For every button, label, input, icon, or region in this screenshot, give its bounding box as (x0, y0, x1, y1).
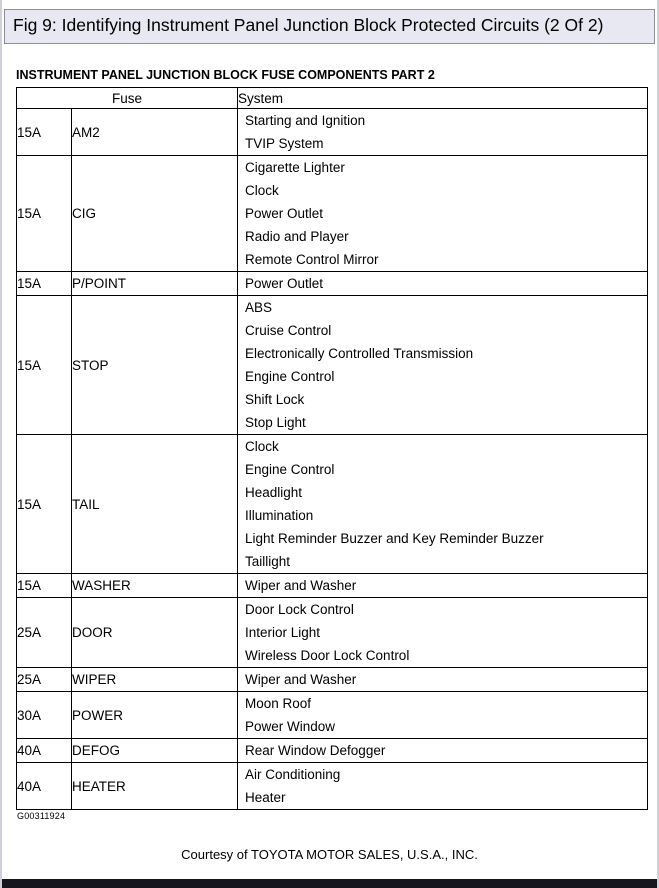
fuse-amperage: 15A (17, 435, 72, 574)
fuse-systems (238, 598, 648, 668)
system-item: Power Outlet (245, 276, 324, 292)
system-item: TVIP System (245, 136, 324, 152)
fuse-name: WASHER (72, 574, 238, 598)
fuse-table-header (17, 88, 648, 109)
fuse-name: WIPER (72, 668, 238, 692)
fuse-systems (238, 739, 648, 763)
fuse-amperage: 40A (17, 763, 72, 810)
fuse-systems (238, 272, 648, 296)
system-item: Electronically Controlled Transmission (245, 346, 474, 362)
table-caption: INSTRUMENT PANEL JUNCTION BLOCK FUSE COMPONENTS PART 2 (16, 68, 435, 83)
fuse-name: AM2 (72, 109, 238, 156)
system-item: Engine Control (245, 462, 335, 478)
fuse-systems (238, 574, 648, 598)
fuse-table-body (17, 109, 648, 810)
system-item: ABS (245, 300, 273, 316)
system-item: Air Conditioning (245, 767, 341, 783)
system-column-header: System (238, 88, 648, 109)
fuse-column-header: Fuse (17, 88, 238, 109)
system-item: Wireless Door Lock Control (245, 648, 410, 664)
fuse-row (17, 692, 648, 739)
system-item: Taillight (245, 554, 291, 570)
system-item: Radio and Player (245, 229, 349, 245)
fuse-name: DEFOG (72, 739, 238, 763)
system-item: Illumination (245, 508, 314, 524)
fuse-amperage: 15A (17, 574, 72, 598)
system-item: Cruise Control (245, 323, 332, 339)
system-item: Remote Control Mirror (245, 252, 379, 268)
fuse-systems (238, 156, 648, 272)
fuse-row (17, 668, 648, 692)
fuse-systems (238, 109, 648, 156)
fuse-amperage: 15A (17, 272, 72, 296)
system-item: Headlight (245, 485, 303, 501)
system-item: Light Reminder Buzzer and Key Reminder Buzzer (245, 531, 544, 547)
system-item: Clock (245, 439, 279, 455)
fuse-row (17, 598, 648, 668)
system-item: Engine Control (245, 369, 335, 385)
system-item: Starting and Ignition (245, 113, 366, 129)
fuse-amperage: 15A (17, 109, 72, 156)
system-item: Stop Light (245, 415, 306, 431)
fuse-amperage: 15A (17, 296, 72, 435)
system-item: Moon Roof (245, 696, 312, 712)
system-item: Clock (245, 183, 279, 199)
fuse-systems (238, 763, 648, 810)
fuse-name: CIG (72, 156, 238, 272)
fuse-row (17, 435, 648, 574)
system-item: Cigarette Lighter (245, 160, 345, 176)
system-item: Heater (245, 790, 286, 806)
fuse-row (17, 272, 648, 296)
fuse-systems (238, 435, 648, 574)
system-item: Power Outlet (245, 206, 324, 222)
figure-code: G00311924 (17, 811, 66, 822)
fuse-name: TAIL (72, 435, 238, 574)
courtesy-line: Courtesy of TOYOTA MOTOR SALES, U.S.A., INC. (181, 847, 478, 862)
fuse-name: DOOR (72, 598, 238, 668)
system-item: Door Lock Control (245, 602, 354, 618)
figure-title-bar (4, 9, 655, 44)
fuse-amperage: 15A (17, 156, 72, 272)
fuse-amperage: 30A (17, 692, 72, 739)
fuse-row (17, 739, 648, 763)
fuse-amperage: 40A (17, 739, 72, 763)
fuse-systems (238, 296, 648, 435)
fuse-row (17, 763, 648, 810)
fuse-name: P/POINT (72, 272, 238, 296)
bottom-bar (0, 879, 659, 888)
fuse-row (17, 296, 648, 435)
system-item: Power Window (245, 719, 336, 735)
fuse-amperage: 25A (17, 668, 72, 692)
fuse-systems (238, 668, 648, 692)
system-item: Wiper and Washer (245, 672, 357, 688)
system-item: Interior Light (245, 625, 321, 641)
fuse-table (16, 87, 648, 810)
fuse-row (17, 156, 648, 272)
system-item: Rear Window Defogger (245, 743, 386, 759)
fuse-name: POWER (72, 692, 238, 739)
system-item: Wiper and Washer (245, 578, 357, 594)
fuse-row (17, 574, 648, 598)
fuse-name: HEATER (72, 763, 238, 810)
fuse-amperage: 25A (17, 598, 72, 668)
fuse-systems (238, 692, 648, 739)
fuse-row (17, 109, 648, 156)
system-item: Shift Lock (245, 392, 305, 408)
fuse-name: STOP (72, 296, 238, 435)
figure-title: Fig 9: Identifying Instrument Panel Junction Block Protected Circuits (2 Of 2) (13, 15, 604, 35)
